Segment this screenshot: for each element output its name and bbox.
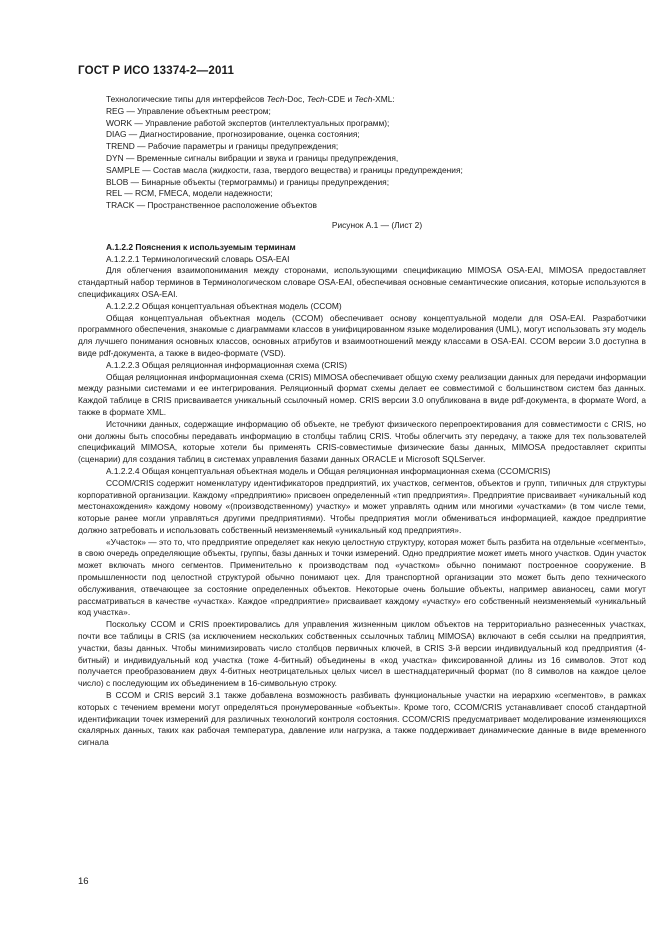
paragraph: Источники данных, содержащие информацию об объекте, не требуют физического перепроектирования для совместимости с CRIS, но они должны быть способны передавать информацию в столбцы таблиц CRIS. Чтобы облегчить эту передачу, а также для тех пользователей спецификаций MIMOSA, которые хотели бы применять CRIS-совместимые физические базы данных, MIMOSA предоставляет скрипты (сценарии) для создания таблиц в системах управления базами данных ORACLE и Microsoft SQLServer. — [78, 418, 646, 465]
paragraph: Для облегчения взаимопонимания между сторонами, использующими спецификацию MIMOSA OSA-EAI, MIMOSA предоставляет стандартный набор терминов в Терминологическом словаре OSA-EAI, обеспечивая основные семантические описания, которые используются в спецификациях OSA-EAI. — [78, 265, 646, 299]
intro-line — [78, 94, 646, 106]
page-header: ГОСТ Р ИСО 13374-2—2011 — [78, 65, 235, 77]
paragraph: Общая реляционная информационная схема (CRIS) MIMOSA обеспечивает общую схему реализации данных для передачи информации между разными системами и ее интегрирования. Реляционный формат схемы делает ее совместимой с большинством систем баз данных. Каждой таблице в CRIS присваивается уникальный ссылочный номер. CRIS версии 3.0 опубликована в виде pdf-документа, в формате Word, а также в формате XML. — [78, 371, 646, 417]
intro-tech1: Tech — [266, 94, 285, 104]
paragraph: Общая концептуальная объектная модель (CCOM) обеспечивает основу концептуальной модели для OSA-EAI. Разработчики программного обеспечения, знакомые с диаграммами классов в унифицированном языке моделирования (UML), могут использовать эту модель для лучшего понимания основных классов, основных атрибутов и взаимоотношений между классами в OSA-EAI. CCOM версии 3.0 доступна в виде pdf-документа, а также в видео-формате (VSD). — [78, 312, 646, 358]
list-item: TRACK — Пространственное расположение объектов — [106, 200, 317, 211]
paragraph: В CCOM и CRIS версий 3.1 также добавлена возможность разбивать функциональные участки на иерархию «сегментов», в рамках которых с течением времени могут определяться пронумерованные «объекты». Кроме того, CCOM/CRIS устанавливает способ стандартной идентификации точек измерений для различных технологий контроля состояния. CCOM/CRIS предусматривает моделирование изменяющихся скалярных данных, таких как рабочая температура, давление или нагрузка, а также поддерживает динамические данные в виде временного сигнала — [78, 690, 646, 748]
list-item: DIAG — Диагностирование, прогнозирование, оценка состояния; — [106, 129, 360, 140]
section-heading-a1223: А.1.2.2.3 Общая реляционная информационная схема (CRIS) — [106, 359, 348, 370]
paragraph: Поскольку CCOM и CRIS проектировались для управления жизненным циклом объектов на территориально разнесенных участках, почти все таблицы в CRIS (за исключением нескольких собственных ссылочных таблиц MIMOSA) включают в себя ссылки на предприятия, участки, базы данных. Чтобы минимизировать число столбцов первичных ключей, в CRIS 3-й версии индивидуальный код предприятия (4-битный) и индивидуальный код участка (тоже 4-битный) объединены в «код участка» фиксированной длины из 16 символов. Этот код получается преобразованием двух 4-битных неотрицательных целых чисел в шестнадцатеричный формат (по 8 символов на каждое целое число) с последующим их объединением в 16-символьную строку. — [78, 619, 646, 689]
section-heading-a1222: А.1.2.2.2 Общая концептуальная объектная модель (CCOM) — [106, 300, 342, 311]
section-heading-a1224: А.1.2.2.4 Общая концептуальная объектная модель и Общая реляционная информационная схема (CCOM/CRIS) — [106, 465, 551, 476]
figure-caption: Рисунок А.1 — (Лист 2) — [331, 219, 423, 230]
list-item: REL — RCM, FMECA, модели надежности; — [106, 188, 273, 199]
intro-tech2: Tech — [306, 94, 325, 104]
list-item: SAMPLE — Состав масла (жидкости, газа, твердого вещества) и границы предупреждения; — [106, 164, 463, 175]
paragraph: CCOM/CRIS содержит номенклатуру идентификаторов предприятий, их участков, сегментов, объектов и групп, типичных для структуры корпоративной организации. Каждому «предприятию» присвоен определенный «тип предприятия». Предприятие присваивает «уникальный код местонахождения» каждому новому «(производственному) участку» и может управлять одним или многими «участками» (в том числе теми, которые ранее могли управляться другими предприятиями). Чтобы предприятия могли обмениваться информацией, каждое предприятие должно затребовать и использовать собственный неизменяемый «уникальный код предприятия». — [78, 477, 646, 535]
section-heading-a1221: А.1.2.2.1 Терминологический словарь OSA-EAI — [106, 253, 290, 264]
section-heading-a122: А.1.2.2 Пояснения к используемым терминам — [106, 241, 296, 252]
list-item: DYN — Временные сигналы вибрации и звука и границы предупреждения, — [106, 152, 399, 163]
list-item: BLOB — Бинарные объекты (термограммы) и границы предупреждения; — [106, 176, 390, 187]
intro-suffix: -XML: — [372, 94, 395, 104]
list-item: TREND — Рабочие параметры и границы предупреждения; — [106, 141, 339, 152]
list-item: WORK — Управление работой экспертов (интеллектуальных программ); — [106, 117, 390, 128]
page-number: 16 — [78, 876, 89, 887]
intro-tech3: Tech — [354, 94, 373, 104]
intro-mid2: -CDE и — [324, 94, 355, 104]
paragraph: «Участок» — это то, что предприятие определяет как некую целостную структуру, которая может быть разбита на отдельные «сегменты», в свою очередь определяющие объекты, группы, базы данных и точки измерений. Одно предприятие может иметь много участков. Один участок может включать много сегментов. Применительно к производствам под «участком» обычно понимают построенное сооружение. В промышленности под целостной структурой обычно понимают цех. Для транспортной организации это может быть депо технического обслуживания, отвечающее за состояние определенных объектов. Некоторые очень большие объекты, например авианосец, сами могут рассматриваться в качестве «участка». Каждое «предприятие» присваивает каждому «участку» его собственный неизменяемый «уникальный код участка». — [78, 536, 646, 618]
intro-mid1: -Doc, — [284, 94, 307, 104]
intro-prefix: Технологические типы для интерфейсов — [106, 94, 267, 104]
document-body — [78, 94, 646, 749]
types-list — [78, 106, 646, 212]
list-item: REG — Управление объектным реестром; — [106, 105, 271, 116]
